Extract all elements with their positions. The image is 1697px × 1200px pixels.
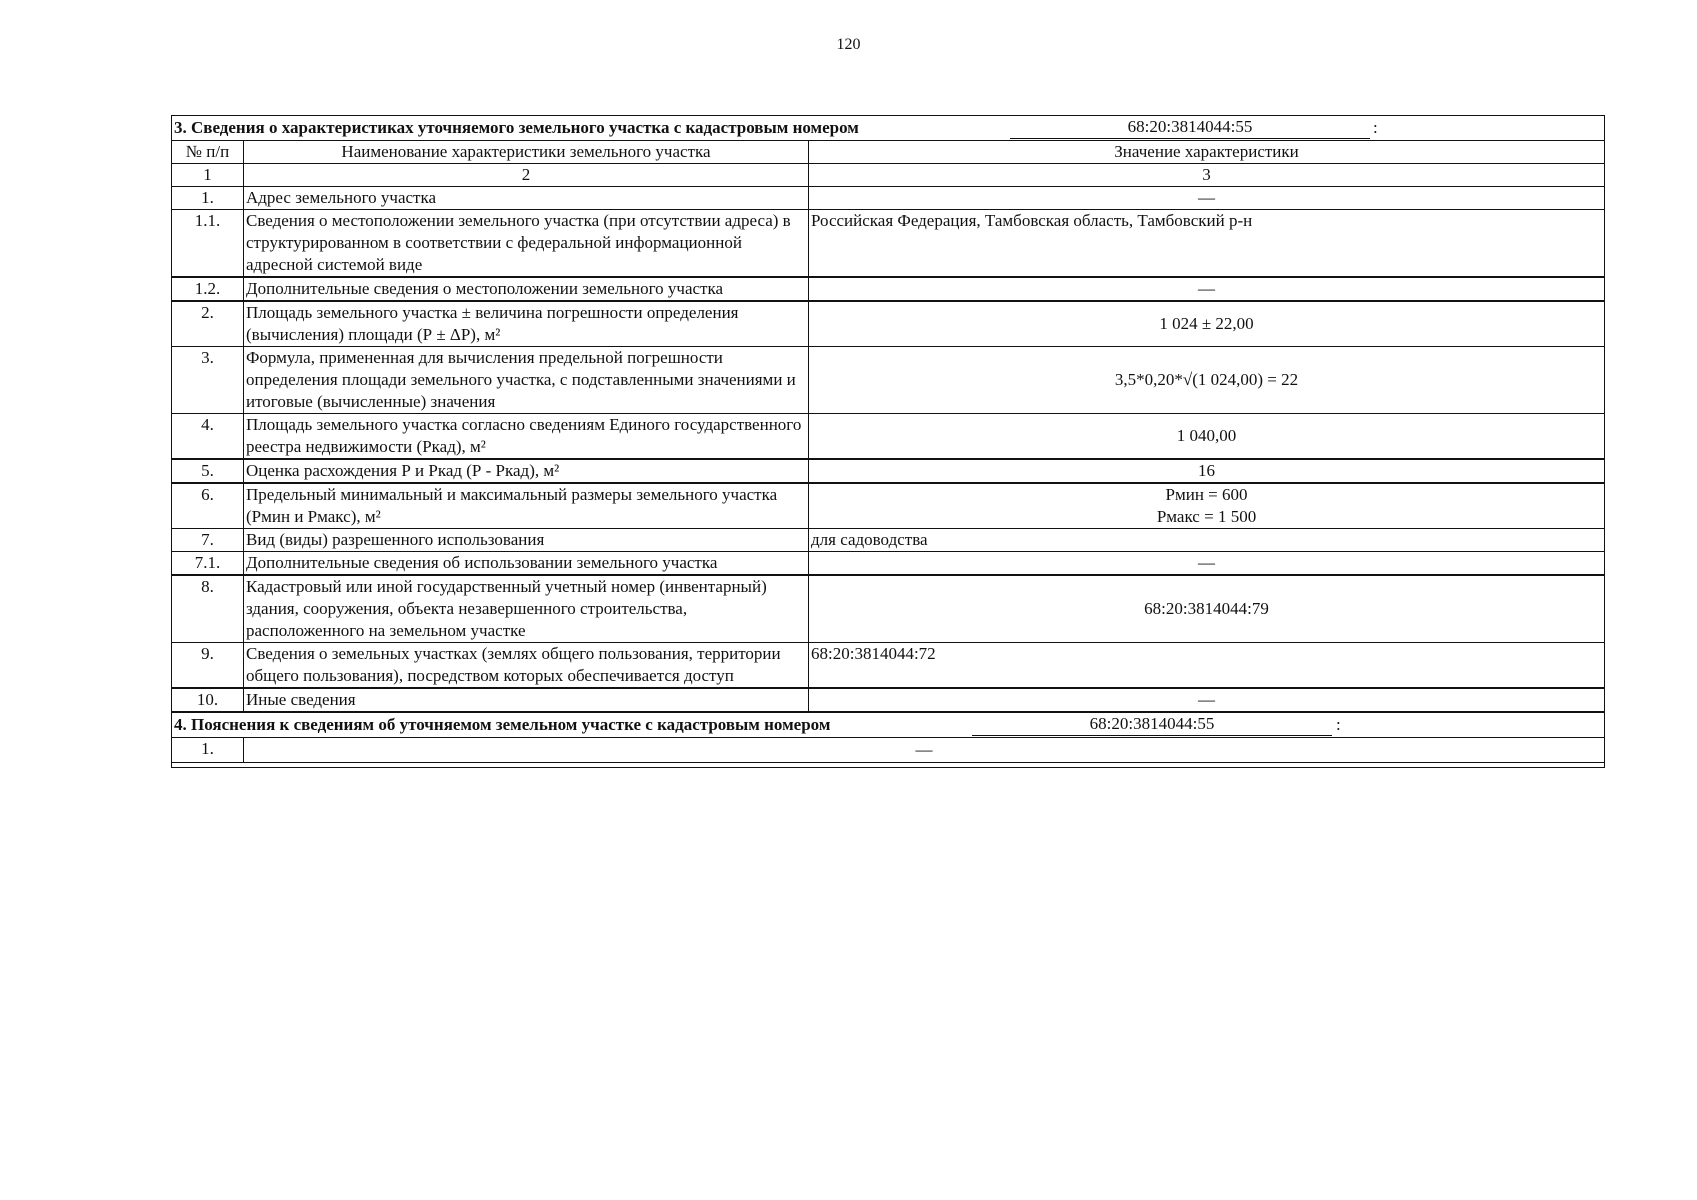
row-name: Предельный минимальный и максимальный размеры земельного участка (Рмин и Рмакс), м² bbox=[244, 483, 809, 529]
cadastral-info-table bbox=[171, 115, 1605, 768]
row-number: 3. bbox=[172, 347, 244, 414]
row-number: 7. bbox=[172, 529, 244, 552]
row-number: 9. bbox=[172, 643, 244, 689]
row-number: 10. bbox=[172, 688, 244, 712]
row-value: — bbox=[809, 277, 1605, 301]
row-value: — bbox=[244, 738, 1605, 763]
row-value: — bbox=[809, 552, 1605, 576]
row-name: Иные сведения bbox=[244, 688, 809, 712]
table-bottom-spacer bbox=[172, 763, 1605, 768]
row-name: Сведения о земельных участках (землях общего пользования, территории общего пользования), посредством которых обеспечивается доступ bbox=[244, 643, 809, 689]
section3-title-cell bbox=[172, 116, 1605, 141]
row-number: 8. bbox=[172, 575, 244, 643]
row-name: Площадь земельного участка ± величина погрешности определения (вычисления) площади (Р ± ΔР), м² bbox=[244, 301, 809, 347]
row-value: Российская Федерация, Тамбовская область, Тамбовский р-н bbox=[809, 210, 1605, 278]
row-name: Дополнительные сведения об использовании земельного участка bbox=[244, 552, 809, 576]
table-row bbox=[172, 210, 1605, 278]
section4-cadastral-number: 68:20:3814044:55 bbox=[972, 713, 1332, 736]
row-value: — bbox=[809, 187, 1605, 210]
table-row bbox=[172, 483, 1605, 529]
row-number: 2. bbox=[172, 301, 244, 347]
row-value: 68:20:3814044:72 bbox=[809, 643, 1605, 689]
column-number-1: 1 bbox=[172, 164, 244, 187]
column-number-2: 2 bbox=[244, 164, 809, 187]
row-value: для садоводства bbox=[809, 529, 1605, 552]
table-row bbox=[172, 414, 1605, 460]
row-name: Вид (виды) разрешенного использования bbox=[244, 529, 809, 552]
header-col-value: Значение характеристики bbox=[809, 141, 1605, 164]
table-row bbox=[172, 529, 1605, 552]
section3-header-row bbox=[172, 116, 1605, 141]
row-number: 4. bbox=[172, 414, 244, 460]
row-value: 16 bbox=[809, 459, 1605, 483]
row-value: 68:20:3814044:79 bbox=[809, 575, 1605, 643]
row-value: 1 040,00 bbox=[809, 414, 1605, 460]
section3-cadastral-number: 68:20:3814044:55 bbox=[1010, 116, 1370, 139]
row-name: Оценка расхождения Р и Ркад (Р - Ркад), м² bbox=[244, 459, 809, 483]
row-number: 1.1. bbox=[172, 210, 244, 278]
section4-header-row bbox=[172, 712, 1605, 738]
table-row bbox=[172, 459, 1605, 483]
row-value: — bbox=[809, 688, 1605, 712]
row-name: Кадастровый или иной государственный учетный номер (инвентарный) здания, сооружения, объекта незавершенного строительства, расположенного на земельном участке bbox=[244, 575, 809, 643]
table-row bbox=[172, 738, 1605, 763]
row-value-line: Рмакс = 1 500 bbox=[1156, 507, 1257, 526]
row-value: 1 024 ± 22,00 bbox=[809, 301, 1605, 347]
section4-title: 4. Пояснения к сведениям об уточняемом земельном участке с кадастровым номером bbox=[174, 715, 831, 734]
section4-title-cell bbox=[172, 712, 1605, 738]
row-number: 1. bbox=[172, 187, 244, 210]
row-name: Площадь земельного участка согласно сведениям Единого государственного реестра недвижимости (Ркад), м² bbox=[244, 414, 809, 460]
table-row bbox=[172, 301, 1605, 347]
section3-title: 3. Сведения о характеристиках уточняемого земельного участка с кадастровым номером bbox=[174, 118, 859, 137]
row-name: Дополнительные сведения о местоположении земельного участка bbox=[244, 277, 809, 301]
row-value bbox=[809, 483, 1605, 529]
row-number: 1.2. bbox=[172, 277, 244, 301]
header-col-num: № п/п bbox=[172, 141, 244, 164]
section4-colon: : bbox=[1336, 715, 1341, 734]
table-row bbox=[172, 347, 1605, 414]
table-row bbox=[172, 187, 1605, 210]
table-row bbox=[172, 277, 1605, 301]
column-number-3: 3 bbox=[809, 164, 1605, 187]
row-number: 6. bbox=[172, 483, 244, 529]
table-bottom-spacer-cell bbox=[172, 763, 1605, 768]
section3-colon: : bbox=[1373, 118, 1378, 137]
row-name: Формула, примененная для вычисления предельной погрешности определения площади земельного участка, с подставленными значениями и итоговые (вычисленные) значения bbox=[244, 347, 809, 414]
table-row bbox=[172, 643, 1605, 689]
row-number: 5. bbox=[172, 459, 244, 483]
table-row bbox=[172, 575, 1605, 643]
table-header-row bbox=[172, 141, 1605, 164]
row-name: Адрес земельного участка bbox=[244, 187, 809, 210]
table-row bbox=[172, 688, 1605, 712]
row-number: 7.1. bbox=[172, 552, 244, 576]
row-name: Сведения о местоположении земельного участка (при отсутствии адреса) в структурированном в соответствии с федеральной информационной адресной системой виде bbox=[244, 210, 809, 278]
page-number: 120 bbox=[836, 36, 861, 53]
table-row bbox=[172, 552, 1605, 576]
header-col-name: Наименование характеристики земельного участка bbox=[244, 141, 809, 164]
row-number: 1. bbox=[172, 738, 244, 763]
column-numbers-row bbox=[172, 164, 1605, 187]
row-value: 3,5*0,20*√(1 024,00) = 22 bbox=[809, 347, 1605, 414]
row-value-line: Рмин = 600 bbox=[1165, 485, 1248, 504]
